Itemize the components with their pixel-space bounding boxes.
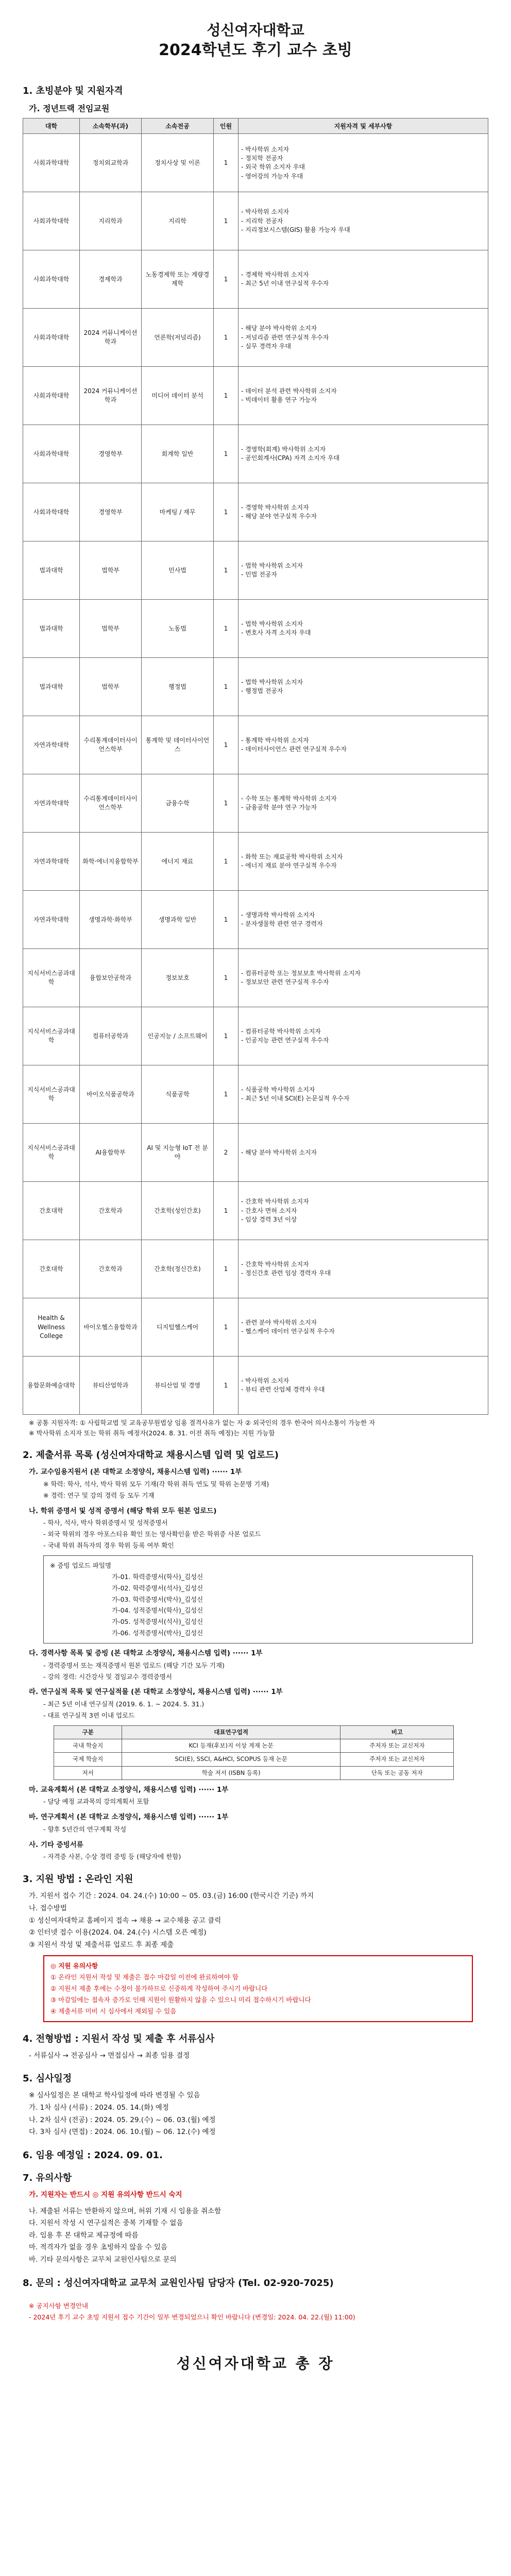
notice-line: ③ 마감일에는 접속자 증가로 인해 지원이 원활하지 않을 수 있으니 미리 접수하시기 바랍니다: [50, 1996, 311, 2004]
item-body: ※ 학력: 학사, 석사, 박사 학위 모두 기재(각 학위 취득 연도 및 학위 논문명 기재) ※ 경력: 연구 및 강의 경력 등 모두 기재: [43, 1480, 269, 1499]
item: [29, 1784, 488, 1808]
table-cell: 사회과학대학: [23, 192, 80, 250]
thesis-cell: 국내 학술지: [54, 1739, 122, 1753]
table-cell: 지식서비스공과대학: [23, 949, 80, 1007]
table-cell: 생명과학·화학부: [80, 891, 142, 949]
table-cell: - 박사학위 소지자 - 지리학 전공자 - 지리정보시스템(GIS) 활용 가능자 우대: [239, 192, 488, 250]
item-lead: 나. 학위 증명서 및 성적 증명서 (해당 학위 모두 원본 업로드): [29, 1506, 217, 1515]
caution-line: 바. 기타 문의사항은 교무처 교원인사팀으로 문의: [29, 2256, 177, 2264]
table-cell: 정치사상 및 이론: [142, 134, 214, 192]
item: [29, 1686, 488, 1721]
table-cell: 자연과학대학: [23, 833, 80, 891]
item: [29, 1839, 488, 1863]
document-footer: 성신여자대학교 총 장: [176, 2354, 335, 2372]
table-cell: 행정법: [142, 658, 214, 716]
item-lead: 바. 연구계획서 (본 대학교 소정양식, 채용시스템 입력) ······ 1부: [29, 1813, 229, 1822]
application-notice-box: [43, 1955, 473, 2022]
table-cell: 미디어 데이터 분석: [142, 367, 214, 425]
table-cell: - 화학 또는 재료공학 박사학위 소지자 - 에너지 재료 분야 연구실적 우수자: [239, 833, 488, 891]
table-row: [23, 1007, 488, 1065]
table-row: [23, 716, 488, 774]
section-1-subtitle: 가. 정년트랙 전임교원: [29, 104, 110, 114]
table-cell: 노동법: [142, 600, 214, 658]
thesis-cell: 국제 학술지: [54, 1753, 122, 1766]
table-cell: 노동경제학 또는 계량경제학: [142, 250, 214, 309]
table-cell: - 컴퓨터공학 박사학위 소지자 - 인공지능 관련 연구실적 우수자: [239, 1007, 488, 1065]
table-cell: - 박사학위 소지자 - 뷰티 관련 산업체 경력자 우대: [239, 1357, 488, 1415]
table-row: [23, 1065, 488, 1124]
section-3-line: ③ 지원서 작성 및 제출서류 업로드 후 최종 제출: [29, 1940, 174, 1949]
item-lead: 라. 연구실적 목록 및 연구실적물 (본 대학교 소정양식, 채용시스템 입력) ······ 1부: [29, 1688, 283, 1697]
recruitment-table: [23, 118, 488, 1415]
table-cell: 뷰티산업 및 경영: [142, 1357, 214, 1415]
table-cell: 1: [214, 600, 239, 658]
document-header: [23, 21, 488, 61]
table-cell: 1: [214, 1007, 239, 1065]
table-cell: 마케팅 / 재무: [142, 483, 214, 541]
table-row: [23, 250, 488, 309]
table-cell: 언론학(저널리즘): [142, 309, 214, 367]
recruitment-table-header: [23, 118, 488, 134]
thesis-column-header: 구분: [54, 1725, 122, 1739]
section-3-line: ② 인터넷 접수 이용(2024. 04. 24.(수) 시스템 오픈 예정): [29, 1928, 207, 1937]
table-cell: 에너지 재료: [142, 833, 214, 891]
notice-line: ① 온라인 지원서 작성 및 제출은 접수 마감일 이전에 완료하여야 함: [50, 1973, 239, 1981]
item-lead: 가. 교수임용지원서 (본 대학교 소정양식, 채용시스템 입력) ······ 1부: [29, 1468, 242, 1477]
upload-filename: 가-02. 학력증명서(석사)_김성신: [112, 1584, 203, 1592]
table-cell: 뷰티산업학과: [80, 1357, 142, 1415]
table-cell: 1: [214, 1298, 239, 1357]
table-cell: 화학·에너지융합학부: [80, 833, 142, 891]
section-2-items-2: [23, 1648, 488, 1721]
thesis-cell: 저서: [54, 1766, 122, 1780]
item-body: - 경력증명서 또는 재직증명서 원본 업로드 (해당 기간 모두 기재) - 강의 경력: 시간강사 및 겸임교수 경력증명서: [43, 1661, 225, 1681]
thesis-cell: SCI(E), SSCI, A&HCI, SCOPUS 등재 논문: [122, 1753, 340, 1766]
table-cell: 1: [214, 309, 239, 367]
table-cell: 바이오식품공학과: [80, 1065, 142, 1124]
table-cell: - 통계학 박사학위 소지자 - 데이터사이언스 관련 연구실적 우수자: [239, 716, 488, 774]
section-2-items-3: [23, 1784, 488, 1863]
section-1-title: 1. 초빙분야 및 지원자격: [23, 86, 123, 97]
table-cell: 경영학부: [80, 425, 142, 483]
table-cell: 1: [214, 1240, 239, 1298]
table-cell: 지리학과: [80, 192, 142, 250]
table-cell: 1: [214, 774, 239, 833]
table-cell: 1: [214, 716, 239, 774]
table-cell: 융합보안공학과: [80, 949, 142, 1007]
table-cell: 인공지능 / 소프트웨어: [142, 1007, 214, 1065]
table-cell: 회계학 일반: [142, 425, 214, 483]
table-row: [23, 949, 488, 1007]
table-cell: - 수학 또는 통계학 박사학위 소지자 - 금융공학 분야 연구 가능자: [239, 774, 488, 833]
table-cell: 법과대학: [23, 541, 80, 600]
document-title: 2024학년도 후기 교수 초빙: [159, 41, 352, 59]
schedule-line: 나. 2차 심사 (전공) : 2024. 05. 29.(수) ~ 06. 03.(월) 예정: [29, 2115, 216, 2124]
table-cell: 경제학과: [80, 250, 142, 309]
table-row: [23, 774, 488, 833]
table-cell: 사회과학대학: [23, 367, 80, 425]
thesis-cell: 주저자 또는 교신저자: [340, 1753, 454, 1766]
table-row: [23, 425, 488, 483]
table-cell: - 해당 분야 박사학위 소지자 - 저널리즘 관련 연구실적 우수자 - 실무 경력자 우대: [239, 309, 488, 367]
section-6-title: 6. 임용 예정일 : 2024. 09. 01.: [23, 2149, 163, 2161]
section-4-title: 4. 전형방법 : 지원서 작성 및 제출 후 서류심사: [23, 2033, 215, 2044]
table-cell: 간호학과: [80, 1182, 142, 1240]
item-body: - 담당 예정 교과목의 강의계획서 포함: [43, 1798, 149, 1806]
section-7-lead: 가. 지원자는 반드시 ◎ 지원 유의사항 반드시 숙지: [29, 2190, 182, 2199]
table-cell: 사회과학대학: [23, 250, 80, 309]
upload-filename-box: [43, 1555, 473, 1643]
table-cell: 법학부: [80, 541, 142, 600]
table-column-header: 인원: [214, 118, 239, 134]
upload-filename: 가-03. 학력증명서(박사)_김성신: [112, 1595, 203, 1603]
table-cell: 간호대학: [23, 1182, 80, 1240]
table-cell: 자연과학대학: [23, 774, 80, 833]
item: [29, 1811, 488, 1835]
table-cell: 간호학(성인간호): [142, 1182, 214, 1240]
table-cell: 1: [214, 833, 239, 891]
table-row: [23, 192, 488, 250]
research-output-table: [54, 1725, 454, 1780]
table-cell: - 간호학 박사학위 소지자 - 간호사 면허 소지자 - 임상 경력 3년 이상: [239, 1182, 488, 1240]
table-cell: 1: [214, 658, 239, 716]
section-4-body: - 서류심사 → 전공심사 → 면접심사 → 최종 임용 결정: [29, 2051, 190, 2060]
table-column-header: 소속전공: [142, 118, 214, 134]
section-3-title: 3. 지원 방법 : 온라인 지원: [23, 1874, 133, 1885]
change-notice-line: ※ 공지사항 변경안내: [29, 2301, 89, 2310]
table-cell: - 생명과학 박사학위 소지자 - 분자생물학 관련 연구 경력자: [239, 891, 488, 949]
upload-filename: 가-06. 성적증명서(박사)_김성신: [112, 1629, 203, 1637]
table-cell: 1: [214, 367, 239, 425]
item-lead: 다. 경력사항 목록 및 증빙 (본 대학교 소정양식, 채용시스템 입력) ······ 1부: [29, 1649, 263, 1658]
change-notice: [29, 2300, 488, 2324]
table-cell: 정치외교학과: [80, 134, 142, 192]
table-cell: 통계학 및 데이터사이언스: [142, 716, 214, 774]
table-cell: AI 및 지능형 IoT 전 분야: [142, 1124, 214, 1182]
table-row: [23, 367, 488, 425]
schedule-line: 가. 1차 심사 (서류) : 2024. 05. 14.(화) 예정: [29, 2104, 169, 2112]
table-cell: 바이오헬스융합학과: [80, 1298, 142, 1357]
table-cell: 사회과학대학: [23, 134, 80, 192]
table-cell: 1: [214, 1357, 239, 1415]
table-cell: 법과대학: [23, 658, 80, 716]
section-5-title: 5. 심사일정: [23, 2073, 72, 2084]
thesis-cell: 주저자 또는 교신저자: [340, 1739, 454, 1753]
section-3-line: 가. 지원서 접수 기간 : 2024. 04. 24.(수) 10:00 ~ 05. 03.(금) 16:00 (한국시간 기준) 까지: [29, 1892, 314, 1901]
table-column-header: 소속학부(과): [80, 118, 142, 134]
table-cell: 사회과학대학: [23, 309, 80, 367]
section-1-notes: [29, 1418, 488, 1438]
table-row: [23, 1124, 488, 1182]
table-cell: 1: [214, 1182, 239, 1240]
table-cell: 자연과학대학: [23, 891, 80, 949]
upload-filename: 가-05. 성적증명서(석사)_김성신: [112, 1618, 203, 1626]
table-cell: 정보보호: [142, 949, 214, 1007]
upload-box-label: ※ 증빙 업로드 파일명: [50, 1561, 111, 1569]
item: [29, 1648, 488, 1682]
table-cell: - 데이터 분석 관련 박사학위 소지자 - 빅데이터 활용 연구 가능자: [239, 367, 488, 425]
upload-filename: 가-04. 성적증명서(학사)_김성신: [112, 1606, 203, 1615]
table-column-header: 대학: [23, 118, 80, 134]
item-body: - 자격증 사본, 수상 경력 증빙 등 (해당자에 한함): [43, 1853, 181, 1861]
thesis-cell: 단독 또는 공동 저자: [340, 1766, 454, 1780]
upload-filename: 가-01. 학력증명서(학사)_김성신: [112, 1572, 203, 1581]
table-cell: AI융합학부: [80, 1124, 142, 1182]
table-cell: 사회과학대학: [23, 425, 80, 483]
thesis-cell: KCI 등재(후보)지 이상 게재 논문: [122, 1739, 340, 1753]
caution-line: 나. 제출된 서류는 반환하지 않으며, 허위 기재 시 임용을 취소함: [29, 2207, 222, 2215]
table-cell: 식품공학: [142, 1065, 214, 1124]
university-name: 성신여자대학교: [207, 22, 304, 39]
table-cell: 1: [214, 134, 239, 192]
section-2-title: 2. 제출서류 목록 (성신여자대학교 채용시스템 입력 및 업로드): [23, 1450, 279, 1461]
table-cell: - 간호학 박사학위 소지자 - 정신간호 관련 임상 경력자 우대: [239, 1240, 488, 1298]
table-cell: 1: [214, 949, 239, 1007]
section-3-line: ① 성신여자대학교 홈페이지 접속 → 채용 → 교수채용 공고 클릭: [29, 1916, 222, 1925]
table-cell: 법과대학: [23, 600, 80, 658]
section-2-items: [23, 1466, 488, 1551]
table-cell: 지리학: [142, 192, 214, 250]
thesis-column-header: 비고: [340, 1725, 454, 1739]
table-cell: 법학부: [80, 658, 142, 716]
application-notice-title: ◎ 지원 유의사항: [50, 1962, 98, 1970]
table-cell: 간호학(정신간호): [142, 1240, 214, 1298]
schedule-line: 다. 3차 심사 (면접) : 2024. 06. 10.(월) ~ 06. 12.(수) 예정: [29, 2128, 216, 2137]
item-body: - 학사, 석사, 박사 학위증명서 및 성적증명서 - 외국 학위의 경우 아포스티유 확인 또는 영사확인을 받은 학위증 사본 업로드 - 국내 학위 취득자의 경우 학위 등록 여부 확인: [43, 1519, 261, 1550]
table-cell: 수리통계데이터사이언스학부: [80, 716, 142, 774]
table-cell: 자연과학대학: [23, 716, 80, 774]
table-cell: - 박사학위 소지자 - 정치학 전공자 - 외국 학위 소지자 우대 - 영어강의 가능자 우대: [239, 134, 488, 192]
table-cell: 디지털헬스케어: [142, 1298, 214, 1357]
table-row: [23, 833, 488, 891]
table-cell: 1: [214, 483, 239, 541]
caution-line: 마. 적격자가 없을 경우 초빙하지 않을 수 있음: [29, 2243, 168, 2252]
item-body: - 최근 5년 이내 연구실적 (2019. 6. 1. ~ 2024. 5. 31.) - 대표 연구실적 3편 이내 업로드: [43, 1700, 205, 1719]
table-cell: 간호대학: [23, 1240, 80, 1298]
table-cell: 1: [214, 541, 239, 600]
table-row: [23, 891, 488, 949]
table-cell: 지식서비스공과대학: [23, 1124, 80, 1182]
table-cell: - 관련 분야 박사학위 소지자 - 헬스케어 데이터 연구실적 우수자: [239, 1298, 488, 1357]
section-7-title: 7. 유의사항: [23, 2172, 72, 2183]
note-line: ※ 공통 지원자격: ① 사립학교법 및 교육공무원법상 임용 결격사유가 없는 자 ② 외국인의 경우 한국어 의사소통이 가능한 자: [29, 1419, 376, 1427]
table-column-header: 지원자격 및 세부사항: [239, 118, 488, 134]
table-cell: 간호학과: [80, 1240, 142, 1298]
table-row: [23, 658, 488, 716]
table-cell: 사회과학대학: [23, 483, 80, 541]
table-row: [23, 541, 488, 600]
table-cell: 1: [214, 425, 239, 483]
table-row: [23, 1182, 488, 1240]
table-cell: 1: [214, 891, 239, 949]
notice-line: ④ 제출서류 미비 시 심사에서 제외될 수 있음: [50, 2007, 177, 2015]
table-cell: - 법학 박사학위 소지자 - 행정법 전공자: [239, 658, 488, 716]
table-cell: 2024 커뮤니케이션학과: [80, 367, 142, 425]
table-cell: 금융수학: [142, 774, 214, 833]
table-cell: 융합문화예술대학: [23, 1357, 80, 1415]
table-cell: 민사법: [142, 541, 214, 600]
table-cell: - 컴퓨터공학 또는 정보보호 박사학위 소지자 - 정보보안 관련 연구실적 우수자: [239, 949, 488, 1007]
table-row: [23, 1357, 488, 1415]
table-cell: 컴퓨터공학과: [80, 1007, 142, 1065]
table-cell: - 경영학(회계) 박사학위 소지자 - 공인회계사(CPA) 자격 소지자 우대: [239, 425, 488, 483]
table-cell: 2: [214, 1124, 239, 1182]
section-8-title: 8. 문의 : 성신여자대학교 교무처 교원인사팀 담당자 (Tel. 02-920-7025): [23, 2277, 334, 2289]
table-row: [23, 1298, 488, 1357]
table-cell: 1: [214, 192, 239, 250]
item: [29, 1505, 488, 1551]
table-cell: 2024 커뮤니케이션학과: [80, 309, 142, 367]
item-lead: 사. 기타 증빙서류: [29, 1840, 83, 1849]
thesis-cell: 학술 저서 (ISBN 등록): [122, 1766, 340, 1780]
table-cell: - 경영학 박사학위 소지자 - 해당 분야 연구실적 우수자: [239, 483, 488, 541]
table-cell: 수리통계데이터사이언스학부: [80, 774, 142, 833]
notice-line: ② 지원서 제출 후에는 수정이 불가하므로 신중하게 작성하여 주시기 바랍니다: [50, 1985, 268, 1993]
item: [29, 1466, 488, 1501]
table-cell: 1: [214, 1065, 239, 1124]
table-cell: 지식서비스공과대학: [23, 1065, 80, 1124]
thesis-row: [54, 1766, 454, 1780]
table-row: [23, 309, 488, 367]
section-7-lines: [29, 2206, 488, 2266]
table-cell: 생명과학 일반: [142, 891, 214, 949]
table-cell: - 법학 박사학위 소지자 - 민법 전공자: [239, 541, 488, 600]
item-lead: 마. 교육계획서 (본 대학교 소정양식, 채용시스템 입력) ······ 1부: [29, 1785, 229, 1794]
table-cell: - 법학 박사학위 소지자 - 변호사 자격 소지자 우대: [239, 600, 488, 658]
thesis-row: [54, 1739, 454, 1753]
item-body: - 향후 5년간의 연구계획 작성: [43, 1825, 127, 1833]
table-cell: 법학부: [80, 600, 142, 658]
table-cell: 지식서비스공과대학: [23, 1007, 80, 1065]
table-row: [23, 483, 488, 541]
note-line: ※ 박사학위 소지자 또는 학위 취득 예정자(2024. 8. 31. 이전 취득 예정)는 지원 가능함: [29, 1429, 275, 1437]
caution-line: 라. 임용 후 본 대학교 제규정에 따름: [29, 2231, 139, 2240]
table-cell: 1: [214, 250, 239, 309]
table-cell: Health & Wellness College: [23, 1298, 80, 1357]
table-row: [23, 600, 488, 658]
table-row: [23, 134, 488, 192]
caution-line: 다. 지원서 작성 시 연구실적은 중복 기재할 수 없음: [29, 2219, 183, 2228]
thesis-column-header: 대표연구업적: [122, 1725, 340, 1739]
section-3-line: 나. 접수방법: [29, 1904, 67, 1912]
recruitment-table-body: [23, 134, 488, 1415]
table-cell: - 경제학 박사학위 소지자 - 최근 5년 이내 연구실적 우수자: [239, 250, 488, 309]
section-5-lines: [29, 2090, 488, 2139]
table-cell: - 식품공학 박사학위 소지자 - 최근 5년 이내 SCI(E) 논문실적 우수자: [239, 1065, 488, 1124]
table-cell: - 해당 분야 박사학위 소지자: [239, 1124, 488, 1182]
schedule-line: ※ 심사일정은 본 대학교 학사일정에 따라 변경될 수 있음: [29, 2091, 200, 2100]
table-row: [23, 1240, 488, 1298]
thesis-row: [54, 1753, 454, 1766]
change-notice-line: - 2024년 후기 교수 초빙 지원서 접수 기간이 일부 변경되었으니 확인 바랍니다 (변경일: 2024. 04. 22.(월) 11:00): [29, 2313, 355, 2321]
section-3-lines: [29, 1890, 488, 1951]
table-cell: 경영학부: [80, 483, 142, 541]
